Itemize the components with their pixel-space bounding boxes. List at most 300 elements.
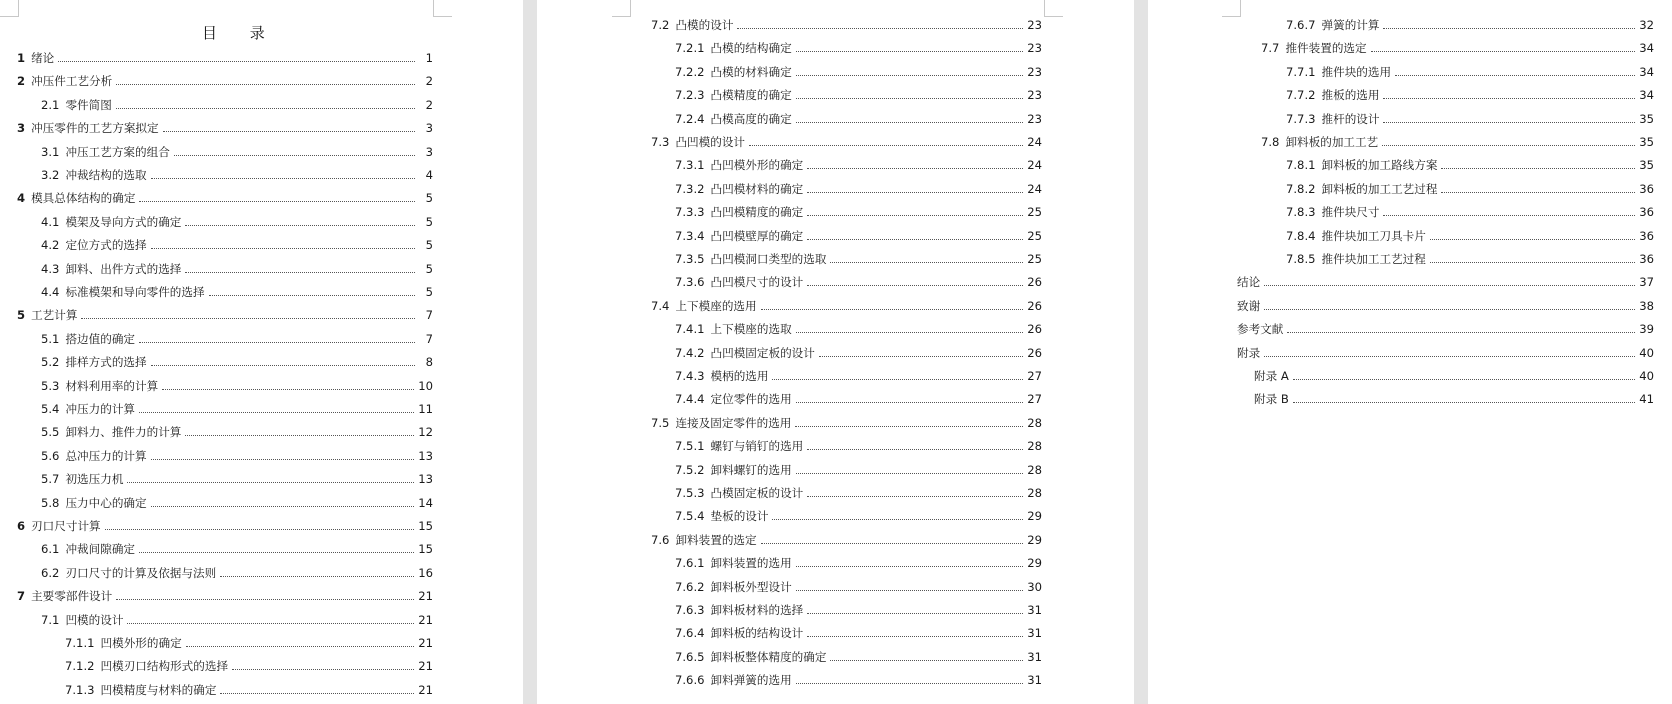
toc-entry[interactable]	[675, 274, 1042, 290]
toc-entry[interactable]	[41, 214, 433, 230]
toc-entry[interactable]	[1261, 134, 1654, 150]
toc-entry[interactable]	[675, 228, 1042, 244]
toc-entry[interactable]	[41, 378, 433, 394]
toc-entry-number: 7.7.1	[1286, 64, 1316, 79]
toc-entry-number: 7.4.3	[675, 369, 705, 383]
toc-entry-title: 材料利用率的计算	[65, 378, 159, 393]
toc-entry-page-number: 25	[1027, 205, 1042, 220]
toc-entry-number: 7.8	[1261, 135, 1280, 149]
toc-entry-title: 排样方式的选择	[65, 355, 147, 370]
toc-entry-page-number: 31	[1027, 626, 1042, 641]
toc-entry-page-number: 31	[1027, 673, 1042, 688]
dot-leader	[796, 566, 1024, 567]
toc-entry-title: 刃口尺寸的计算及依据与法则	[65, 565, 217, 580]
dot-leader	[185, 225, 415, 226]
toc-entry-title: 凸凹模壁厚的确定	[710, 228, 804, 243]
toc-title: 目 录	[202, 24, 279, 42]
toc-entry-title: 卸料板的加工工艺	[1285, 135, 1379, 149]
toc-entry[interactable]	[1254, 368, 1654, 384]
toc-entry[interactable]	[41, 354, 433, 370]
toc-entry-page-number: 23	[1027, 111, 1042, 126]
toc-entry-number: 7.6.4	[675, 626, 705, 641]
toc-entry[interactable]	[675, 508, 1042, 524]
toc-entry-title: 连接及固定零件的选用	[675, 415, 792, 430]
toc-entry-title: 推板的选用	[1321, 88, 1380, 103]
toc-entry[interactable]	[65, 635, 433, 651]
toc-entry-page-number: 13	[418, 448, 433, 463]
toc-entry-page-number: 1	[425, 51, 433, 65]
toc-entry-page-number: 5	[425, 238, 433, 253]
toc-entry[interactable]	[1286, 111, 1654, 127]
toc-entry[interactable]	[675, 485, 1042, 501]
toc-entry-title: 凸凹模固定板的设计	[710, 345, 815, 360]
dot-leader	[185, 272, 415, 273]
dot-leader	[58, 61, 415, 62]
toc-entry-title: 凹模外形的确定	[100, 636, 182, 650]
toc-entry-page-number: 28	[1027, 439, 1042, 454]
toc-entry-title: 冲压力的计算	[65, 402, 136, 416]
toc-entry-title: 附录 B	[1254, 392, 1289, 407]
toc-entry[interactable]	[41, 331, 433, 347]
toc-entry-title: 附录	[1237, 345, 1261, 360]
toc-entry-page-number: 24	[1027, 181, 1042, 196]
toc-entry-title: 搭边值的确定	[65, 331, 136, 346]
dot-leader	[127, 623, 414, 624]
dot-leader	[796, 98, 1024, 99]
toc-entry[interactable]	[675, 672, 1042, 688]
toc-entry-page-number: 36	[1639, 252, 1654, 266]
toc-entry[interactable]	[17, 588, 433, 604]
toc-entry-title: 凹模的设计	[65, 612, 124, 627]
dot-leader	[1287, 332, 1635, 333]
toc-entry[interactable]	[675, 181, 1042, 197]
toc-entry[interactable]	[41, 424, 433, 440]
toc-entry-title: 模柄的选用	[710, 369, 769, 383]
toc-entry[interactable]	[17, 190, 433, 206]
toc-entry-page-number: 32	[1639, 18, 1654, 32]
toc-entry-page-number: 34	[1639, 64, 1654, 79]
toc-entry-title: 凸模的材料确定	[710, 64, 792, 79]
toc-entry[interactable]	[41, 261, 433, 277]
dot-leader	[1383, 98, 1635, 99]
toc-entry-number: 7.4	[651, 298, 670, 313]
toc-entry-title: 卸料装置的选用	[710, 556, 792, 571]
toc-entry[interactable]	[675, 64, 1042, 80]
toc-entry-number: 6	[17, 519, 26, 533]
toc-entry[interactable]	[1237, 345, 1654, 361]
dot-leader	[116, 108, 415, 109]
toc-entry-page-number: 21	[418, 589, 433, 604]
toc-entry-number: 7.6.7	[1286, 18, 1316, 32]
toc-entry-page-number: 38	[1639, 298, 1654, 313]
toc-entry[interactable]	[1286, 204, 1654, 220]
dot-leader	[139, 412, 414, 413]
toc-entry-page-number: 31	[1027, 649, 1042, 664]
toc-entry-title: 凸模高度的确定	[710, 111, 792, 126]
toc-entry-number: 7.6.6	[675, 673, 705, 688]
dot-leader	[737, 28, 1023, 29]
toc-entry-title: 卸料力、推件力的计算	[65, 425, 182, 440]
toc-entry-number: 7.8.3	[1286, 205, 1316, 220]
toc-entry-number: 3.1	[41, 144, 60, 159]
toc-entry-title: 推件块加工刀具卡片	[1321, 228, 1426, 243]
toc-entry[interactable]	[41, 541, 433, 557]
toc-entry-number: 3.2	[41, 168, 60, 182]
toc-entry[interactable]	[17, 120, 433, 136]
toc-entry-page-number: 21	[418, 659, 433, 674]
toc-entry-title: 模架及导向方式的确定	[65, 214, 182, 229]
toc-entry-page-number: 7	[425, 308, 433, 323]
toc-entry-number: 2	[17, 74, 26, 89]
toc-entry[interactable]	[1286, 87, 1654, 103]
dot-leader	[795, 426, 1023, 427]
toc-entry-title: 推件块的选用	[1321, 64, 1392, 79]
toc-entry-title: 冲压工艺方案的组合	[65, 144, 170, 159]
toc-entry-title: 凸凹模材料的确定	[710, 181, 804, 196]
toc-entry[interactable]	[41, 495, 433, 511]
toc-entry[interactable]	[675, 391, 1042, 407]
dot-leader	[772, 519, 1023, 520]
crop-mark-top-right	[1044, 0, 1063, 17]
toc-entry[interactable]	[65, 682, 433, 698]
toc-entry-page-number: 23	[1027, 41, 1042, 56]
dot-leader	[749, 145, 1023, 146]
toc-entry-number: 7.2.4	[675, 111, 705, 126]
toc-entry-page-number: 40	[1639, 369, 1654, 383]
toc-entry-page-number: 21	[418, 682, 433, 697]
dot-leader	[174, 155, 415, 156]
toc-entry[interactable]	[1261, 40, 1654, 56]
toc-entry-page-number: 34	[1639, 41, 1654, 56]
toc-entry-page-number: 36	[1639, 181, 1654, 196]
toc-entry[interactable]	[675, 87, 1042, 103]
toc-entry[interactable]	[41, 448, 433, 464]
toc-entry-page-number: 15	[418, 542, 433, 557]
toc-entry-page-number: 3	[425, 121, 433, 136]
toc-entry-number: 7.2.2	[675, 64, 705, 79]
dot-leader	[807, 239, 1023, 240]
toc-entry[interactable]	[675, 111, 1042, 127]
toc-entry-page-number: 5	[425, 214, 433, 229]
toc-entry[interactable]	[41, 565, 433, 581]
toc-entry-page-number: 26	[1027, 275, 1042, 290]
toc-entry-number: 4.1	[41, 214, 60, 229]
dot-leader	[830, 262, 1023, 263]
dot-leader	[830, 660, 1023, 661]
toc-entry[interactable]	[675, 462, 1042, 478]
dot-leader	[127, 482, 414, 483]
toc-entry-number: 5.3	[41, 378, 60, 393]
dot-leader	[1382, 145, 1635, 146]
toc-entry-page-number: 8	[425, 355, 433, 370]
toc-entry-page-number: 3	[425, 144, 433, 159]
dot-leader	[163, 131, 415, 132]
dot-leader	[796, 402, 1024, 403]
dot-leader	[796, 51, 1024, 52]
toc-entry-number: 7.1.1	[65, 636, 95, 650]
toc-entry-page-number: 2	[425, 97, 433, 112]
toc-entry-page-number: 36	[1639, 205, 1654, 220]
toc-entry-title: 凸模固定板的设计	[710, 486, 804, 500]
toc-entry[interactable]	[675, 157, 1042, 173]
dot-leader	[162, 389, 414, 390]
toc-entry[interactable]	[1237, 298, 1654, 314]
dot-leader	[139, 201, 415, 202]
toc-entry-title: 凸凹模的设计	[675, 135, 746, 149]
dot-leader	[1383, 122, 1635, 123]
toc-entry[interactable]	[1286, 157, 1654, 173]
toc-entry-title: 推件块尺寸	[1321, 205, 1380, 220]
toc-entry-title: 致谢	[1237, 298, 1261, 313]
toc-entry-title: 推件装置的选定	[1285, 41, 1367, 56]
toc-entry-number: 4.2	[41, 238, 60, 253]
toc-entry-title: 卸料板外型设计	[710, 579, 792, 594]
toc-entry-number: 7.3.3	[675, 205, 705, 220]
toc-entry-page-number: 11	[418, 402, 433, 416]
toc-entry-page-number: 27	[1027, 392, 1042, 407]
dot-leader	[796, 332, 1024, 333]
dot-leader	[796, 473, 1024, 474]
toc-entry-number: 4.3	[41, 261, 60, 276]
toc-entry-title: 凹模刃口结构形式的选择	[100, 659, 229, 674]
toc-entry-page-number: 40	[1639, 345, 1654, 360]
toc-entry[interactable]	[65, 658, 433, 674]
toc-entry-page-number: 36	[1639, 228, 1654, 243]
toc-entry-page-number: 29	[1027, 509, 1042, 524]
crop-mark-top-left	[0, 0, 19, 17]
toc-entry[interactable]	[675, 438, 1042, 454]
toc-entry-title: 卸料螺钉的选用	[710, 462, 792, 477]
toc-entry-title: 凸模的设计	[675, 18, 734, 32]
toc-entry-title: 标准模架和导向零件的选择	[65, 285, 205, 299]
toc-entry-title: 冲裁间隙确定	[65, 542, 136, 557]
dot-leader	[151, 506, 415, 507]
toc-entry-title: 附录 A	[1254, 369, 1289, 383]
toc-entry-number: 5.2	[41, 355, 60, 370]
toc-entry-number: 1	[17, 51, 26, 65]
toc-entry-number: 7.2.1	[675, 41, 705, 56]
toc-entry[interactable]	[41, 284, 433, 300]
toc-entry-title: 卸料板材料的选择	[710, 603, 804, 617]
toc-entry-page-number: 10	[418, 378, 433, 393]
toc-entry-number: 7.6.5	[675, 649, 705, 664]
toc-entry-number: 7.7.2	[1286, 88, 1316, 103]
dot-leader	[151, 459, 415, 460]
toc-entry-page-number: 4	[425, 168, 433, 182]
dot-leader	[807, 215, 1023, 216]
dot-leader	[105, 529, 415, 530]
page-gutter-2	[1134, 0, 1148, 704]
toc-entry-title: 凸模的结构确定	[710, 41, 792, 56]
toc-entry[interactable]	[1286, 251, 1654, 267]
dot-leader	[151, 178, 415, 179]
toc-entry[interactable]	[651, 298, 1042, 314]
toc-entry[interactable]	[1254, 391, 1654, 407]
dot-leader	[796, 122, 1024, 123]
dot-leader	[1383, 28, 1635, 29]
toc-entry-title: 垫板的设计	[710, 509, 769, 524]
toc-entry-page-number: 37	[1639, 275, 1654, 290]
toc-entry-number: 7.5.4	[675, 509, 705, 524]
toc-entry[interactable]	[1237, 321, 1654, 337]
toc-entry-page-number: 25	[1027, 252, 1042, 266]
toc-entry[interactable]	[41, 237, 433, 253]
toc-entry[interactable]	[675, 204, 1042, 220]
toc-entry-number: 7.7.3	[1286, 111, 1316, 126]
toc-entry-number: 7.1.2	[65, 659, 95, 674]
toc-entry[interactable]	[1237, 274, 1654, 290]
toc-entry-page-number: 24	[1027, 135, 1042, 149]
toc-entry-number: 6.1	[41, 542, 60, 557]
toc-entry[interactable]	[17, 50, 433, 66]
toc-entry[interactable]	[675, 555, 1042, 571]
toc-entry[interactable]	[17, 307, 433, 323]
toc-entry-title: 卸料弹簧的选用	[710, 673, 792, 688]
toc-entry-title: 卸料板的加工路线方案	[1321, 158, 1438, 173]
toc-entry-number: 7.2.3	[675, 88, 705, 103]
toc-entry-number: 7.6	[651, 532, 670, 547]
toc-entry-title: 主要零部件设计	[31, 589, 113, 604]
toc-entry[interactable]	[1286, 228, 1654, 244]
dot-leader	[151, 365, 415, 366]
toc-entry-title: 定位零件的选用	[710, 392, 792, 407]
toc-entry[interactable]	[41, 401, 433, 417]
dot-leader	[807, 449, 1023, 450]
toc-entry[interactable]	[675, 40, 1042, 56]
toc-entry[interactable]	[17, 518, 433, 534]
toc-entry-number: 5.4	[41, 402, 60, 416]
dot-leader	[116, 599, 414, 600]
toc-entry-page-number: 29	[1027, 532, 1042, 547]
toc-entry-number: 7.3.6	[675, 275, 705, 290]
dot-leader	[81, 318, 415, 319]
toc-entry-number: 7	[17, 589, 26, 604]
dot-leader	[1264, 309, 1635, 310]
dot-leader	[139, 342, 415, 343]
dot-leader	[1383, 215, 1635, 216]
toc-entry-title: 凸凹模洞口类型的选取	[710, 252, 827, 266]
toc-entry-number: 7.5	[651, 415, 670, 430]
toc-entry-title: 压力中心的确定	[65, 495, 147, 510]
toc-entry-title: 卸料板的加工工艺过程	[1321, 181, 1438, 196]
toc-entry-number: 5.7	[41, 472, 60, 487]
toc-entry-page-number: 23	[1027, 18, 1042, 32]
toc-entry-page-number: 15	[418, 519, 433, 533]
toc-entry-page-number: 27	[1027, 369, 1042, 383]
toc-entry[interactable]	[651, 415, 1042, 431]
toc-entry-title: 总冲压力的计算	[65, 448, 147, 463]
dot-leader	[220, 693, 414, 694]
toc-entry-page-number: 14	[418, 495, 433, 510]
page-gutter-1	[523, 0, 537, 704]
toc-entry[interactable]	[675, 602, 1042, 618]
toc-entry[interactable]	[675, 625, 1042, 641]
toc-entry-title: 零件简图	[65, 97, 112, 112]
dot-leader	[796, 683, 1024, 684]
dot-leader	[151, 248, 415, 249]
toc-entry[interactable]	[651, 532, 1042, 548]
toc-entry-number: 7.8.5	[1286, 252, 1316, 266]
toc-entry-number: 7.8.1	[1286, 158, 1316, 173]
toc-entry[interactable]	[651, 134, 1042, 150]
toc-entry-page-number: 24	[1027, 158, 1042, 173]
toc-entry[interactable]	[675, 649, 1042, 665]
toc-entry-page-number: 7	[425, 331, 433, 346]
toc-entry-number: 5.6	[41, 448, 60, 463]
toc-entry-page-number: 26	[1027, 345, 1042, 360]
toc-entry-page-number: 21	[418, 636, 433, 650]
toc-entry-number: 2.1	[41, 97, 60, 112]
dot-leader	[761, 543, 1024, 544]
toc-entry-title: 推杆的设计	[1321, 111, 1380, 126]
dot-leader	[772, 379, 1023, 380]
dot-leader	[1264, 285, 1635, 286]
toc-entry-title: 凹模精度与材料的确定	[100, 682, 217, 697]
toc-entry-page-number: 5	[425, 285, 433, 299]
toc-entry-title: 凸模精度的确定	[710, 88, 792, 103]
toc-entry[interactable]	[675, 251, 1042, 267]
toc-entry-title: 螺钉与销钉的选用	[710, 439, 804, 454]
dot-leader	[1371, 51, 1636, 52]
toc-entry-title: 弹簧的计算	[1321, 18, 1380, 32]
toc-entry-number: 7.7	[1261, 41, 1280, 56]
toc-entry-number: 5.5	[41, 425, 60, 440]
toc-entry-number: 3	[17, 121, 26, 136]
toc-entry-page-number: 16	[418, 565, 433, 580]
toc-entry[interactable]	[41, 97, 433, 113]
dot-leader	[1264, 356, 1635, 357]
toc-entry[interactable]	[651, 17, 1042, 33]
toc-entry[interactable]	[1286, 17, 1654, 33]
toc-entry-page-number: 12	[418, 425, 433, 440]
toc-entry[interactable]	[41, 471, 433, 487]
toc-entry-page-number: 5	[425, 191, 433, 206]
toc-entry-number: 7.8.4	[1286, 228, 1316, 243]
toc-entry-title: 绪论	[31, 51, 55, 65]
toc-entry-title: 冲压件工艺分析	[31, 74, 113, 89]
toc-entry-page-number: 23	[1027, 88, 1042, 103]
toc-entry-page-number: 28	[1027, 462, 1042, 477]
dot-leader	[232, 669, 414, 670]
toc-entry[interactable]	[17, 73, 433, 89]
toc-entry-title: 初选压力机	[65, 472, 124, 487]
toc-entry-number: 7.6.1	[675, 556, 705, 571]
toc-entry[interactable]	[41, 612, 433, 628]
toc-entry-number: 7.3.1	[675, 158, 705, 173]
toc-entry-page-number: 28	[1027, 486, 1042, 500]
toc-entry[interactable]	[41, 144, 433, 160]
crop-mark-top-left	[612, 0, 631, 17]
toc-entry[interactable]	[675, 579, 1042, 595]
toc-entry[interactable]	[675, 345, 1042, 361]
toc-entry-title: 上下模座的选用	[675, 298, 757, 313]
toc-entry[interactable]	[1286, 64, 1654, 80]
dot-leader	[1395, 75, 1635, 76]
toc-entry[interactable]	[675, 368, 1042, 384]
toc-entry-title: 卸料装置的选定	[675, 532, 757, 547]
toc-entry-page-number: 28	[1027, 415, 1042, 430]
toc-entry-page-number: 35	[1639, 111, 1654, 126]
dot-leader	[1430, 239, 1635, 240]
toc-entry[interactable]	[41, 167, 433, 183]
toc-entry-title: 卸料板整体精度的确定	[710, 649, 827, 664]
toc-entry-number: 5	[17, 308, 26, 323]
toc-entry[interactable]	[675, 321, 1042, 337]
dot-leader	[807, 192, 1023, 193]
dot-leader	[807, 496, 1023, 497]
toc-entry[interactable]	[1286, 181, 1654, 197]
toc-entry-title: 卸料板的结构设计	[710, 626, 804, 641]
